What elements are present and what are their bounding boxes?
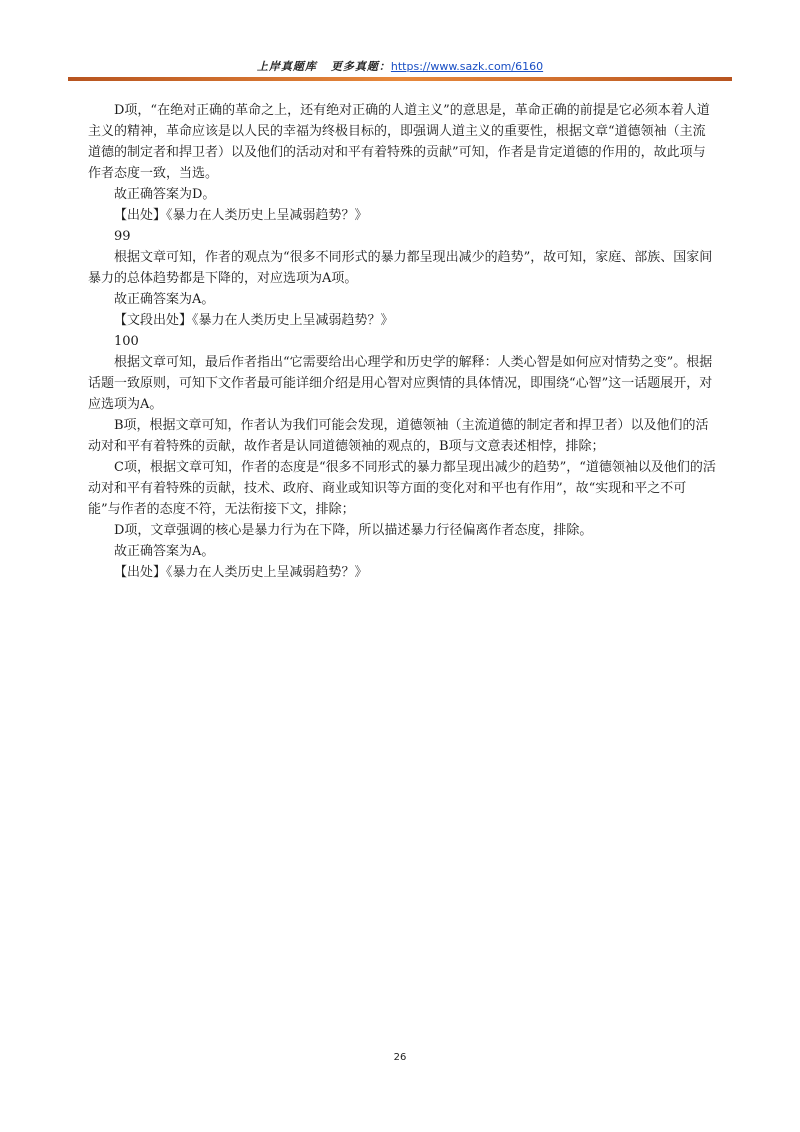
paragraph: 故正确答案为A。: [114, 292, 215, 307]
paragraph: C项，根据文章可知，作者的态度是“很多不同形式的暴力都呈现出减少的趋势”，“道德领袖以及他们的活动对和平有着特殊的贡献，技术、政府、商业或知识等方面的变化对和平也有作用”，故“实现和平之不可能”与作者的态度不符，无法衔接下文，排除；: [88, 460, 716, 517]
paragraph: D项，文章强调的核心是暴力行为在下降，所以描述暴力行径偏离作者态度，排除。: [114, 523, 593, 538]
paragraph: B项，根据文章可知，作者认为我们可能会发现，道德领袖（主流道德的制定者和捍卫者）以及他们的活动对和平有着特殊的贡献，故作者是认同道德领袖的观点的，B项与文意表述相悖，排除；: [88, 418, 709, 454]
document-body: [88, 100, 718, 583]
paragraph: 故正确答案为D。: [114, 187, 216, 202]
page-header: [0, 60, 800, 74]
source-citation: 【文段出处】《暴力在人类历史上呈减弱趋势？》: [114, 313, 394, 328]
header-link[interactable]: https://www.sazk.com/6160: [390, 60, 544, 73]
source-citation: 【出处】《暴力在人类历史上呈减弱趋势？》: [114, 565, 368, 580]
source-citation: 【出处】《暴力在人类历史上呈减弱趋势？》: [114, 208, 368, 223]
paragraph: 根据文章可知，作者的观点为“很多不同形式的暴力都呈现出减少的趋势”，故可知，家庭、部族、国家间暴力的总体趋势都是下降的，对应选项为A项。: [88, 250, 713, 286]
page-number: 26: [393, 1052, 407, 1063]
paragraph: 故正确答案为A。: [114, 544, 215, 559]
paragraph: 根据文章可知，最后作者指出“它需要给出心理学和历史学的解释：人类心智是如何应对情势之变”。根据话题一致原则，可知下文作者最可能详细介绍是用心智对应舆情的具体情况，即围绕“心智”这一话题展开，对应选项为A。: [88, 355, 713, 412]
paragraph: D项，“在绝对正确的革命之上，还有绝对正确的人道主义”的意思是，革命正确的前提是它必须本着人道主义的精神，革命应该是以人民的幸福为终极目标的，即强调人道主义的重要性，根据文章“道德领袖（主流道德的制定者和捍卫者）以及他们的活动对和平有着特殊的贡献”可知，作者是肯定道德的作用的，故此项与作者态度一致，当选。: [88, 103, 710, 181]
header-label: 更多真题：: [330, 60, 391, 73]
question-number: 100: [114, 334, 139, 349]
header-divider: [68, 77, 732, 81]
header-brand: 上岸真题库: [256, 60, 317, 73]
question-number: 99: [114, 229, 131, 244]
